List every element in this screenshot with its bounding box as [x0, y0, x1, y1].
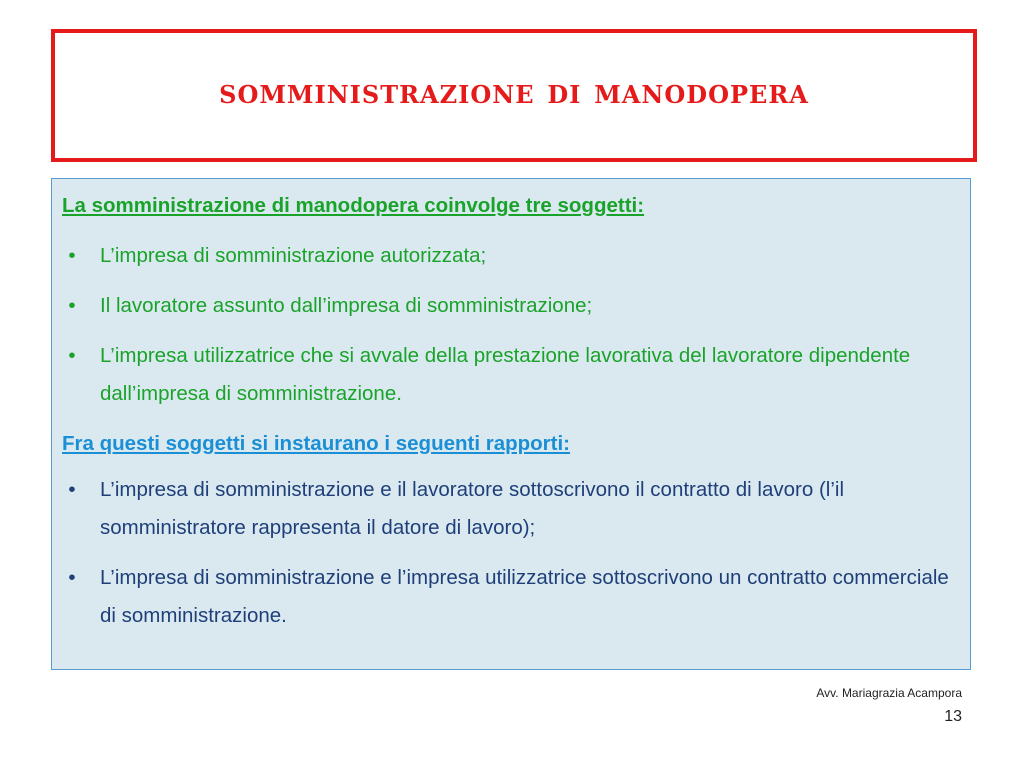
bullet-icon: • — [68, 566, 76, 589]
list-item — [62, 337, 960, 413]
section-2-list — [62, 471, 960, 635]
list-item-text: L’impresa di somministrazione e il lavoratore sottoscrivono il contratto di lavoro (l’il somministratore rappresenta il datore di lavoro); — [100, 478, 844, 539]
slide-title: somministrazione di manodopera — [219, 71, 809, 112]
bullet-icon: • — [68, 478, 76, 501]
list-item-text: L’impresa di somministrazione e l’impresa utilizzatrice sottoscrivono un contratto commerciale di somministrazione. — [100, 566, 949, 627]
section-2-heading: Fra questi soggetti si instaurano i seguenti rapporti: — [62, 432, 571, 455]
list-item — [62, 287, 960, 325]
section-1-list — [62, 237, 960, 413]
bullet-icon: • — [68, 294, 76, 317]
slide-content-box — [51, 178, 971, 670]
list-item-text: L’impresa di somministrazione autorizzata; — [100, 244, 487, 267]
page-number: 13 — [944, 708, 962, 725]
list-item — [62, 559, 960, 635]
footer-author: Avv. Mariagrazia Acampora — [816, 686, 962, 700]
list-item — [62, 471, 960, 547]
list-item-text: Il lavoratore assunto dall’impresa di somministrazione; — [100, 294, 593, 317]
list-item — [62, 237, 960, 275]
list-item-text: L’impresa utilizzatrice che si avvale della prestazione lavorativa del lavoratore dipendente dall’impresa di somministrazione. — [100, 344, 911, 405]
bullet-icon: • — [68, 344, 76, 367]
section-1-heading: La somministrazione di manodopera coinvolge tre soggetti: — [62, 194, 645, 217]
bullet-icon: • — [68, 244, 76, 267]
slide-title-box — [51, 29, 977, 162]
